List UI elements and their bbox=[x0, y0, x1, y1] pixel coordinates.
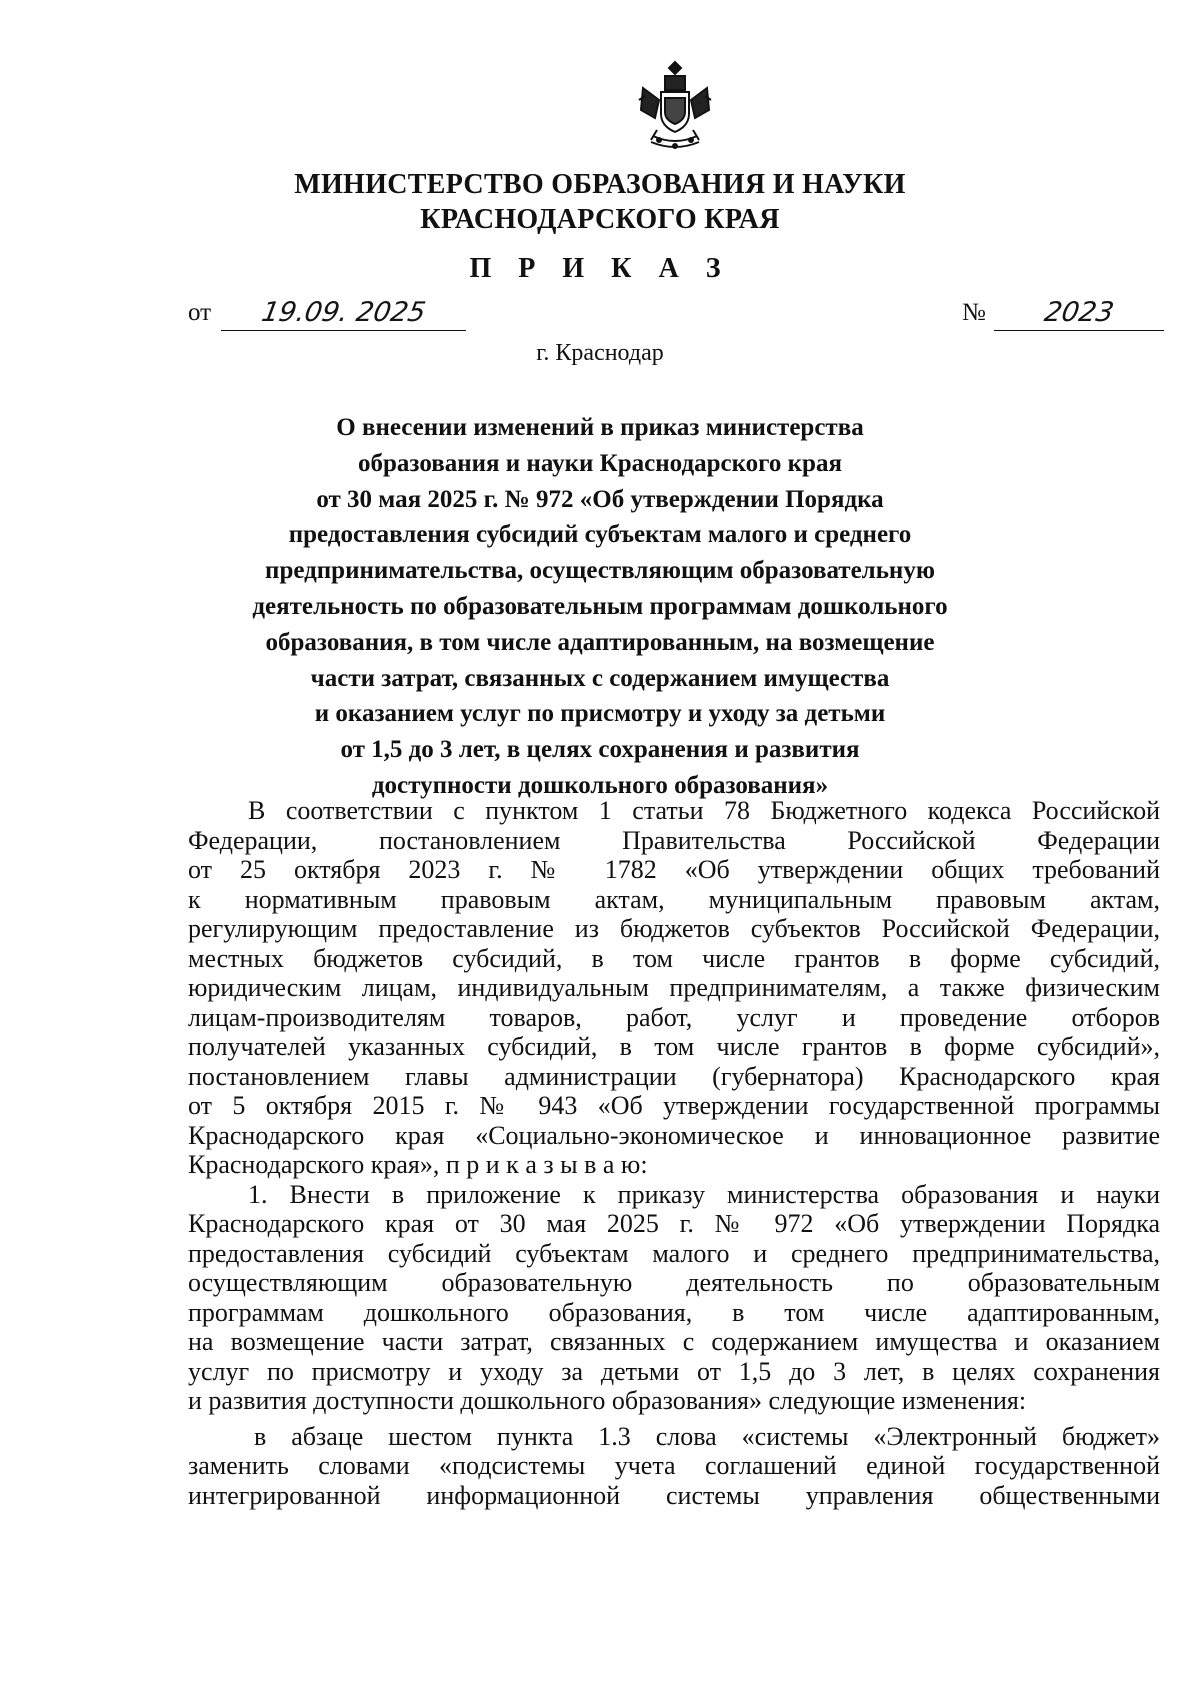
body-line: получателей указанных субсидий, в том числе грантов в форме субсидий», bbox=[188, 1032, 1160, 1061]
title-line: предоставления субсидий субъектам малого и среднего bbox=[288, 521, 912, 549]
body-line: В соответствии с пунктом 1 статьи 78 Бюджетного кодекса Российской bbox=[248, 796, 1160, 825]
title-line: от 1,5 до 3 лет, в целях сохранения и развития bbox=[340, 736, 860, 764]
date-underline bbox=[221, 297, 466, 331]
title-line: от 30 мая 2025 г. № 972 «Об утверждении Порядка bbox=[316, 485, 884, 513]
title-line: образования, в том числе адаптированным, на возмещение bbox=[265, 628, 935, 656]
body-line: программам дошкольного образования, в том числе адаптированным, bbox=[188, 1297, 1160, 1327]
body-line: заменить словами «подсистемы учета соглашений единой государственной bbox=[188, 1451, 1160, 1480]
ministry-name-line1: МИНИСТЕРСТВО ОБРАЗОВАНИЯ И НАУКИ bbox=[294, 169, 906, 200]
body-line: от 25 октября 2023 г. № 1782 «Об утверждении общих требований bbox=[188, 855, 1160, 884]
body-line: Краснодарского края «Социально-экономическое и инновационное развитие bbox=[188, 1120, 1160, 1150]
number-handwritten: 2023 bbox=[1041, 297, 1117, 328]
number-underline bbox=[994, 297, 1164, 331]
order-title bbox=[200, 410, 1000, 804]
date-field bbox=[188, 295, 466, 331]
body-line: Краснодарского края от 30 мая 2025 г. № 972 «Об утверждении Порядка bbox=[188, 1209, 1160, 1238]
body-line: Федерации, постановлением Правительства Российской Федерации bbox=[188, 825, 1160, 855]
body-line: местных бюджетов субсидий, в том числе грантов в форме субсидий, bbox=[188, 943, 1160, 973]
coat-of-arms-icon bbox=[635, 58, 715, 154]
body-line: к нормативным правовым актам, муниципальным правовым актам, bbox=[188, 884, 1160, 914]
body-line: 1. Внести в приложение к приказу министерства образования и науки bbox=[248, 1179, 1160, 1209]
document-type-heading: П Р И К А З bbox=[469, 253, 731, 284]
body-line: предоставления субсидий субъектам малого и среднего предпринимательства, bbox=[188, 1238, 1160, 1268]
number-label: № bbox=[962, 299, 986, 326]
city: г. Краснодар bbox=[536, 340, 664, 366]
body-line: от 5 октября 2015 г. № 943 «Об утверждении государственной программы bbox=[188, 1091, 1160, 1120]
title-line: доступности дошкольного образования» bbox=[371, 771, 829, 799]
body-line: регулирующим предоставление из бюджетов субъектов Российской Федерации, bbox=[188, 914, 1160, 943]
title-line: и оказанием услуг по присмотру и уходу за детьми bbox=[314, 700, 886, 728]
date-handwritten: 19.09. 2025 bbox=[259, 297, 429, 328]
body-line: лицам-производителям товаров, работ, услуг и проведение отборов bbox=[188, 1002, 1160, 1032]
body-line: интегрированной информационной системы управления общественными bbox=[188, 1480, 1160, 1510]
order-body bbox=[188, 796, 1160, 1510]
title-line: О внесении изменений в приказ министерства bbox=[336, 414, 864, 441]
body-line: и развития доступности дошкольного образования» следующие изменения: bbox=[188, 1386, 1027, 1415]
body-line: юридическим лицам, индивидуальным предпринимателям, а также физическим bbox=[188, 973, 1160, 1002]
title-line: образования и науки Краснодарского края bbox=[358, 449, 842, 477]
number-field bbox=[962, 295, 1164, 331]
title-line: части затрат, связанных с содержанием имущества bbox=[310, 664, 890, 692]
body-line: Краснодарского края», п р и к а з ы в а ю: bbox=[188, 1150, 648, 1179]
title-line: деятельность по образовательным программам дошкольного bbox=[252, 592, 948, 620]
title-line: предпринимательства, осуществляющим образовательную bbox=[265, 557, 935, 585]
body-line: в абзаце шестом пункта 1.3 слова «системы «Электронный бюджет» bbox=[254, 1421, 1160, 1451]
body-line: на возмещение части затрат, связанных с содержанием имущества и оказанием bbox=[188, 1327, 1160, 1356]
body-line: услуг по присмотру и уходу за детьми от 1,5 до 3 лет, в целях сохранения bbox=[188, 1356, 1160, 1386]
body-line: осуществляющим образовательную деятельность по образовательным bbox=[188, 1268, 1160, 1297]
ministry-name-line2: КРАСНОДАРСКОГО КРАЯ bbox=[420, 204, 780, 235]
body-line: постановлением главы администрации (губернатора) Краснодарского края bbox=[188, 1061, 1160, 1091]
from-label: от bbox=[188, 299, 212, 326]
